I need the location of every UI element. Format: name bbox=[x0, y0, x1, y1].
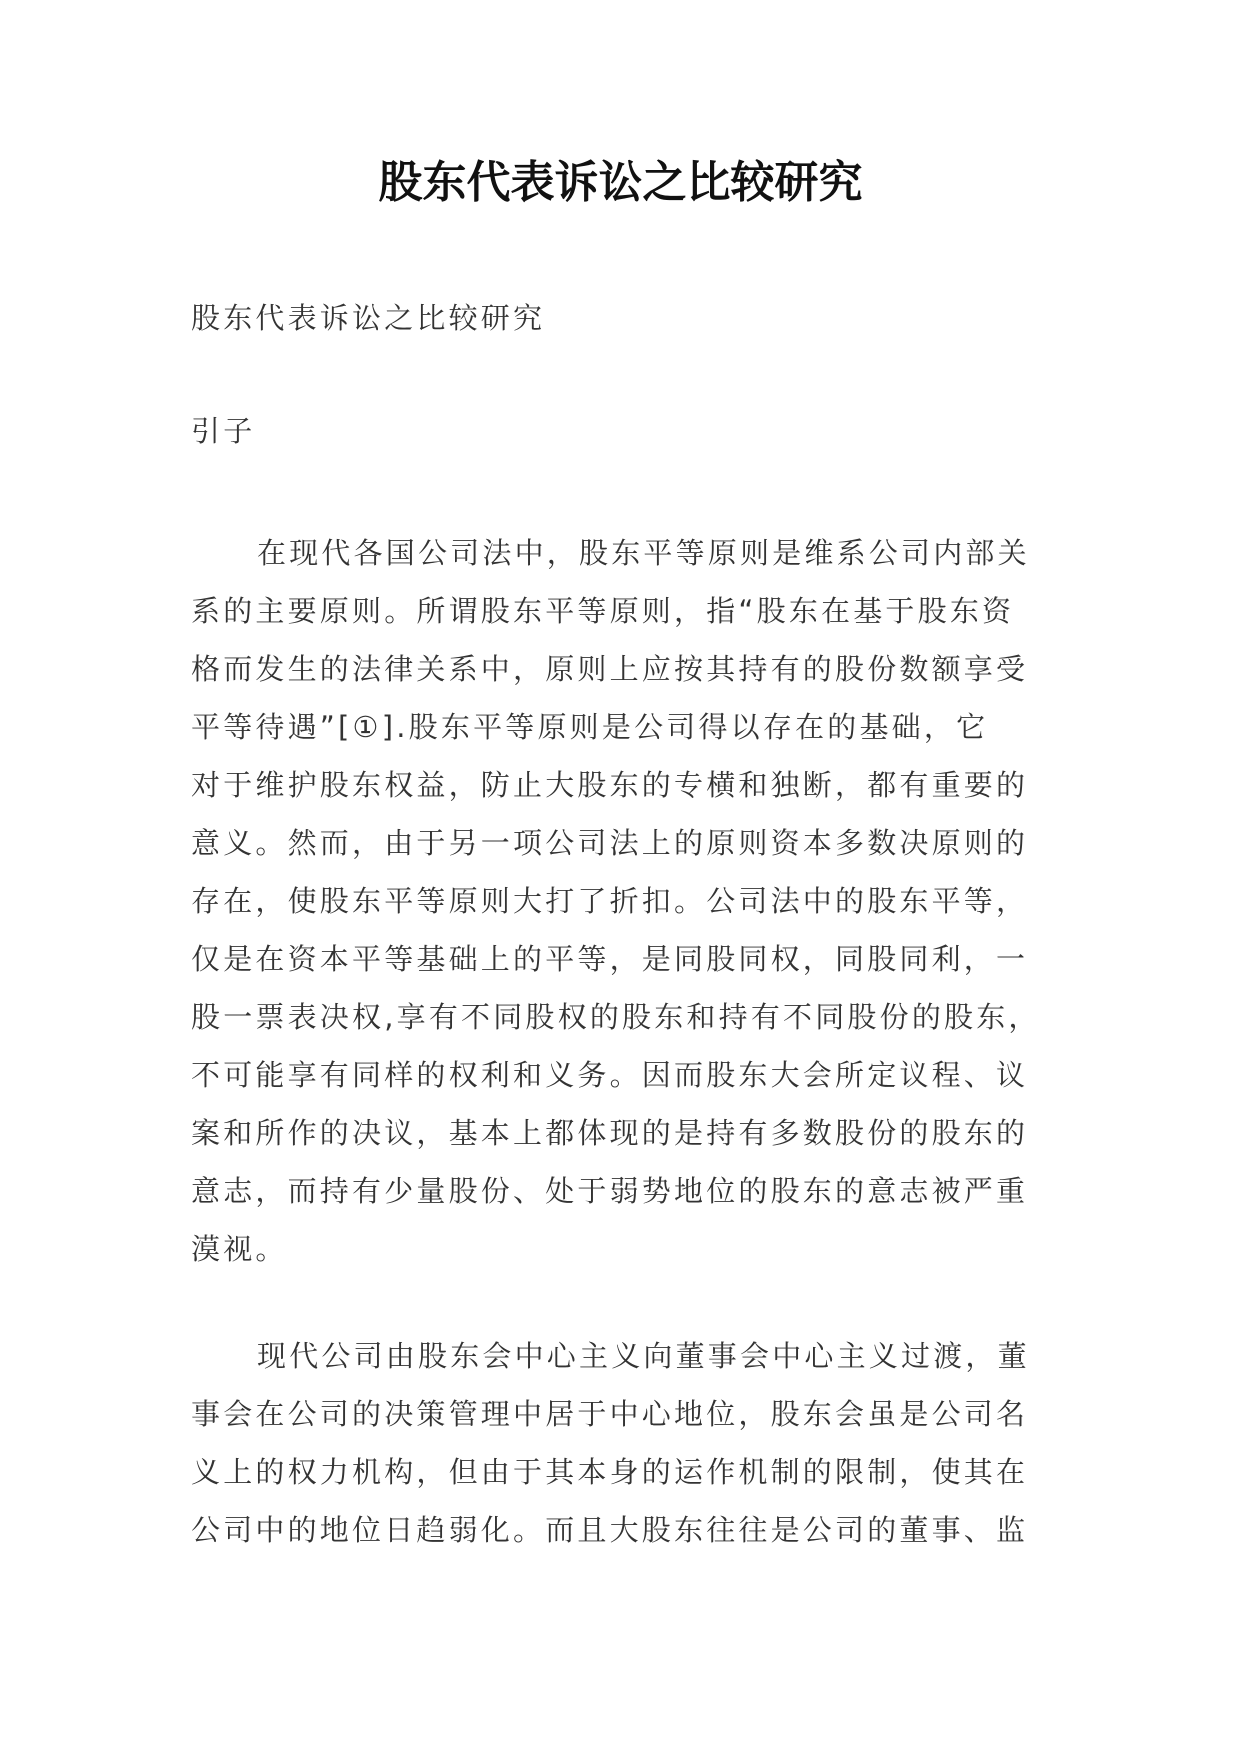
document-title: 股东代表诉讼之比较研究 bbox=[378, 157, 863, 208]
section-heading: 引子 bbox=[191, 414, 256, 448]
paragraph-line: 平等待遇”[①].股东平等原则是公司得以存在的基础，它 bbox=[191, 710, 989, 744]
paragraph-line: 对于维护股东权益，防止大股东的专横和独断，都有重要的 bbox=[191, 768, 1029, 802]
paragraph-line: 现代公司由股东会中心主义向董事会中心主义过渡，董 bbox=[257, 1339, 1030, 1373]
paragraph-line: 仅是在资本平等基础上的平等，是同股同权，同股同利，一 bbox=[191, 942, 1029, 976]
paragraph-line: 意义。然而，由于另一项公司法上的原则资本多数决原则的 bbox=[191, 826, 1029, 860]
paragraph-line: 意志，而持有少量股份、处于弱势地位的股东的意志被严重 bbox=[191, 1174, 1029, 1208]
paragraph-line: 格而发生的法律关系中，原则上应按其持有的股份数额享受 bbox=[191, 652, 1029, 686]
document-subtitle: 股东代表诉讼之比较研究 bbox=[191, 301, 546, 335]
paragraph-line: 义上的权力机构，但由于其本身的运作机制的限制，使其在 bbox=[191, 1455, 1029, 1489]
paragraph-1 bbox=[191, 524, 1081, 1278]
paragraph-line: 事会在公司的决策管理中居于中心地位，股东会虽是公司名 bbox=[191, 1397, 1029, 1431]
paragraph-line: 案和所作的决议，基本上都体现的是持有多数股份的股东的 bbox=[191, 1116, 1029, 1150]
paragraph-2 bbox=[191, 1327, 1081, 1559]
paragraph-line: 不可能享有同样的权利和义务。因而股东大会所定议程、议 bbox=[191, 1058, 1029, 1092]
paragraph-line: 在现代各国公司法中，股东平等原则是维系公司内部关 bbox=[257, 536, 1030, 570]
paragraph-line: 公司中的地位日趋弱化。而且大股东往往是公司的董事、监 bbox=[191, 1513, 1029, 1547]
paragraph-line: 系的主要原则。所谓股东平等原则，指“股东在基于股东资 bbox=[191, 594, 1015, 628]
paragraph-line: 漠视。 bbox=[191, 1232, 288, 1266]
paragraph-line: 股一票表决权,享有不同股权的股东和持有不同股份的股东， bbox=[191, 1000, 1041, 1034]
paragraph-line: 存在，使股东平等原则大打了折扣。公司法中的股东平等， bbox=[191, 884, 1029, 918]
